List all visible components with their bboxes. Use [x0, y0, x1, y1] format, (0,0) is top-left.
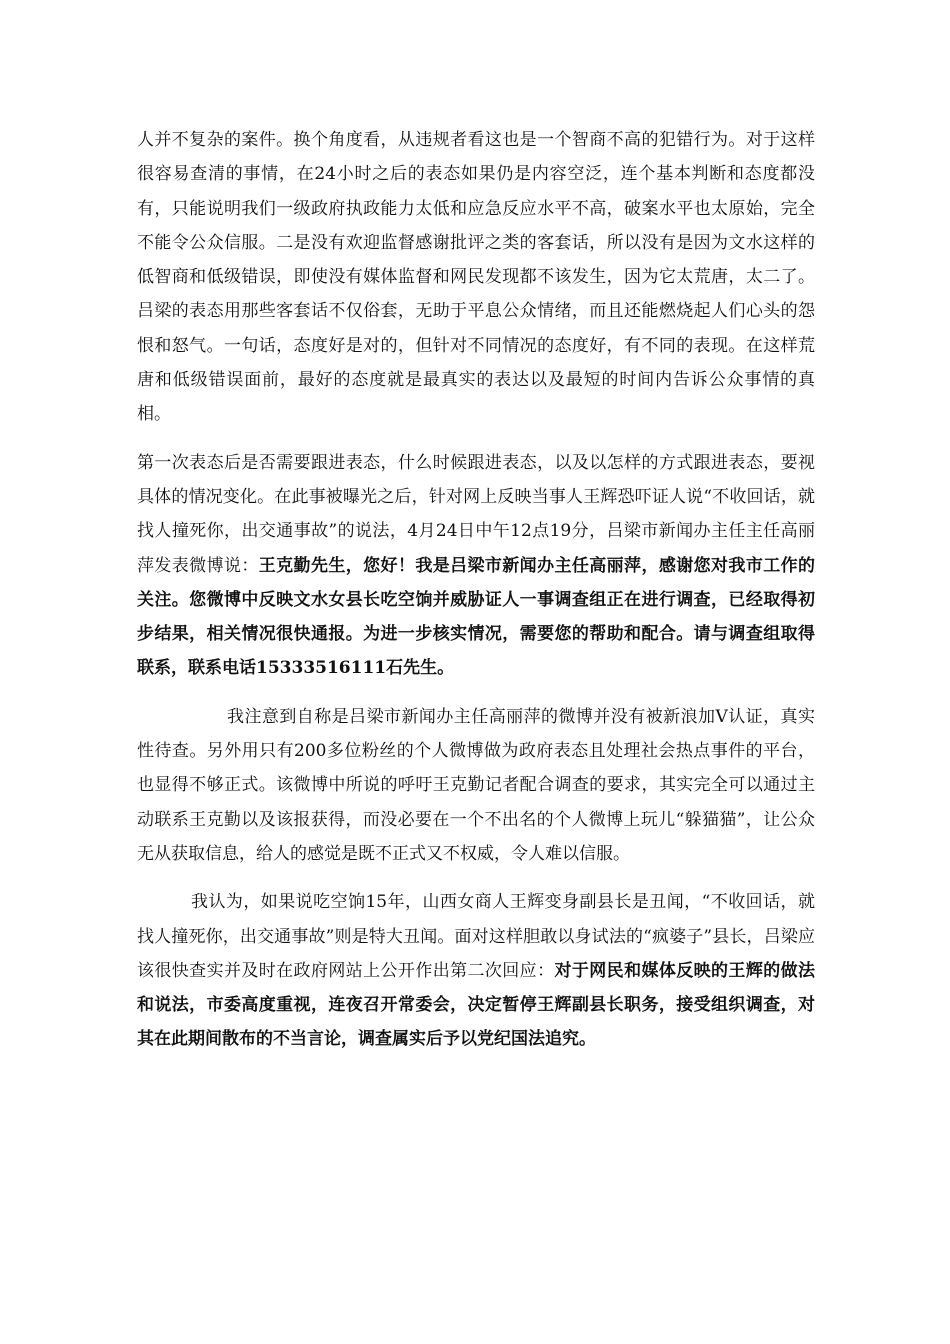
- paragraph-2-text: 第一次表态后是否需要跟进表态，什么时候跟进表态，以及以怎样的方式跟进表态，要视具体的情况变化。在此事被曝光之后，针对网上反映当事人王辉恐吓证人说“不收回话，就找人撞死你，出交通事故”的说法，4月24日中午12点19分，吕梁市新闻办主任主任高丽萍发表微博说：: [137, 452, 815, 576]
- paragraph-1: [137, 123, 815, 432]
- paragraph-2-bold-quote: 王克勤先生，您好！我是吕梁市新闻办主任高丽萍，感谢您对我市工作的关注。您微博中反映文水女县长吃空饷并威胁证人一事调查组正在进行调查，已经取得初步结果，相关情况很快通报。为进一步核实情况，需要您的帮助和配合。请与调查组取得联系，联系电话15333516111石先生。: [137, 555, 816, 679]
- paragraph-2: [137, 446, 815, 686]
- paragraph-3-text: 我注意到自称是吕梁市新闻办主任高丽萍的微博并没有被新浪加V认证，真实性待查。另外用只有200多位粉丝的个人微博做为政府表态且处理社会热点事件的平台，也显得不够正式。该微博中所说的呼吁王克勤记者配合调查的要求，其实完全可以通过主动联系王克勤以及该报获得，而没必要在一个不出名的个人微博上玩儿“躲猫猫”，让公众无从获取信息，给人的感觉是既不正式又不权威，令人难以信服。: [137, 706, 815, 864]
- paragraph-4-bold-statement: 对于网民和媒体反映的王辉的做法和说法，市委高度重视，连夜召开常委会，决定暂停王辉副县长职务，接受组织调查，对其在此期间散布的不当言论，调查属实后予以党纪国法追究。: [137, 960, 816, 1050]
- paragraph-4-text: 我认为，如果说吃空饷15年，山西女商人王辉变身副县长是丑闻，“不收回话，就找人撞死你，出交通事故”则是特大丑闻。面对这样胆敢以身试法的“疯婆子”县长，吕梁应该很快查实并及时在政府网站上公开作出第二次回应：: [137, 892, 815, 981]
- document-page: [137, 123, 815, 1057]
- paragraph-3: [137, 700, 815, 871]
- paragraph-1-text: 人并不复杂的案件。换个角度看，从违规者看这也是一个智商不高的犯错行为。对于这样很容易查清的事情，在24小时之后的表态如果仍是内容空泛，连个基本判断和态度都没有，只能说明我们一级政府执政能力太低和应急反应水平不高，破案水平也太原始，完全不能令公众信服。二是没有欢迎监督感谢批评之类的客套话，所以没有是因为文水这样的低智商和低级错误，即使没有媒体监督和网民发现都不该发生，因为它太荒唐，太二了。吕梁的表态用那些客套话不仅俗套，无助于平息公众情绪，而且还能燃烧起人们心头的怨恨和怒气。一句话，态度好是对的，但针对不同情况的态度好，有不同的表现。在这样荒唐和低级错误面前，最好的态度就是最真实的表达以及最短的时间内告诉公众事情的真相。: [137, 130, 815, 425]
- paragraph-4: [137, 885, 815, 1056]
